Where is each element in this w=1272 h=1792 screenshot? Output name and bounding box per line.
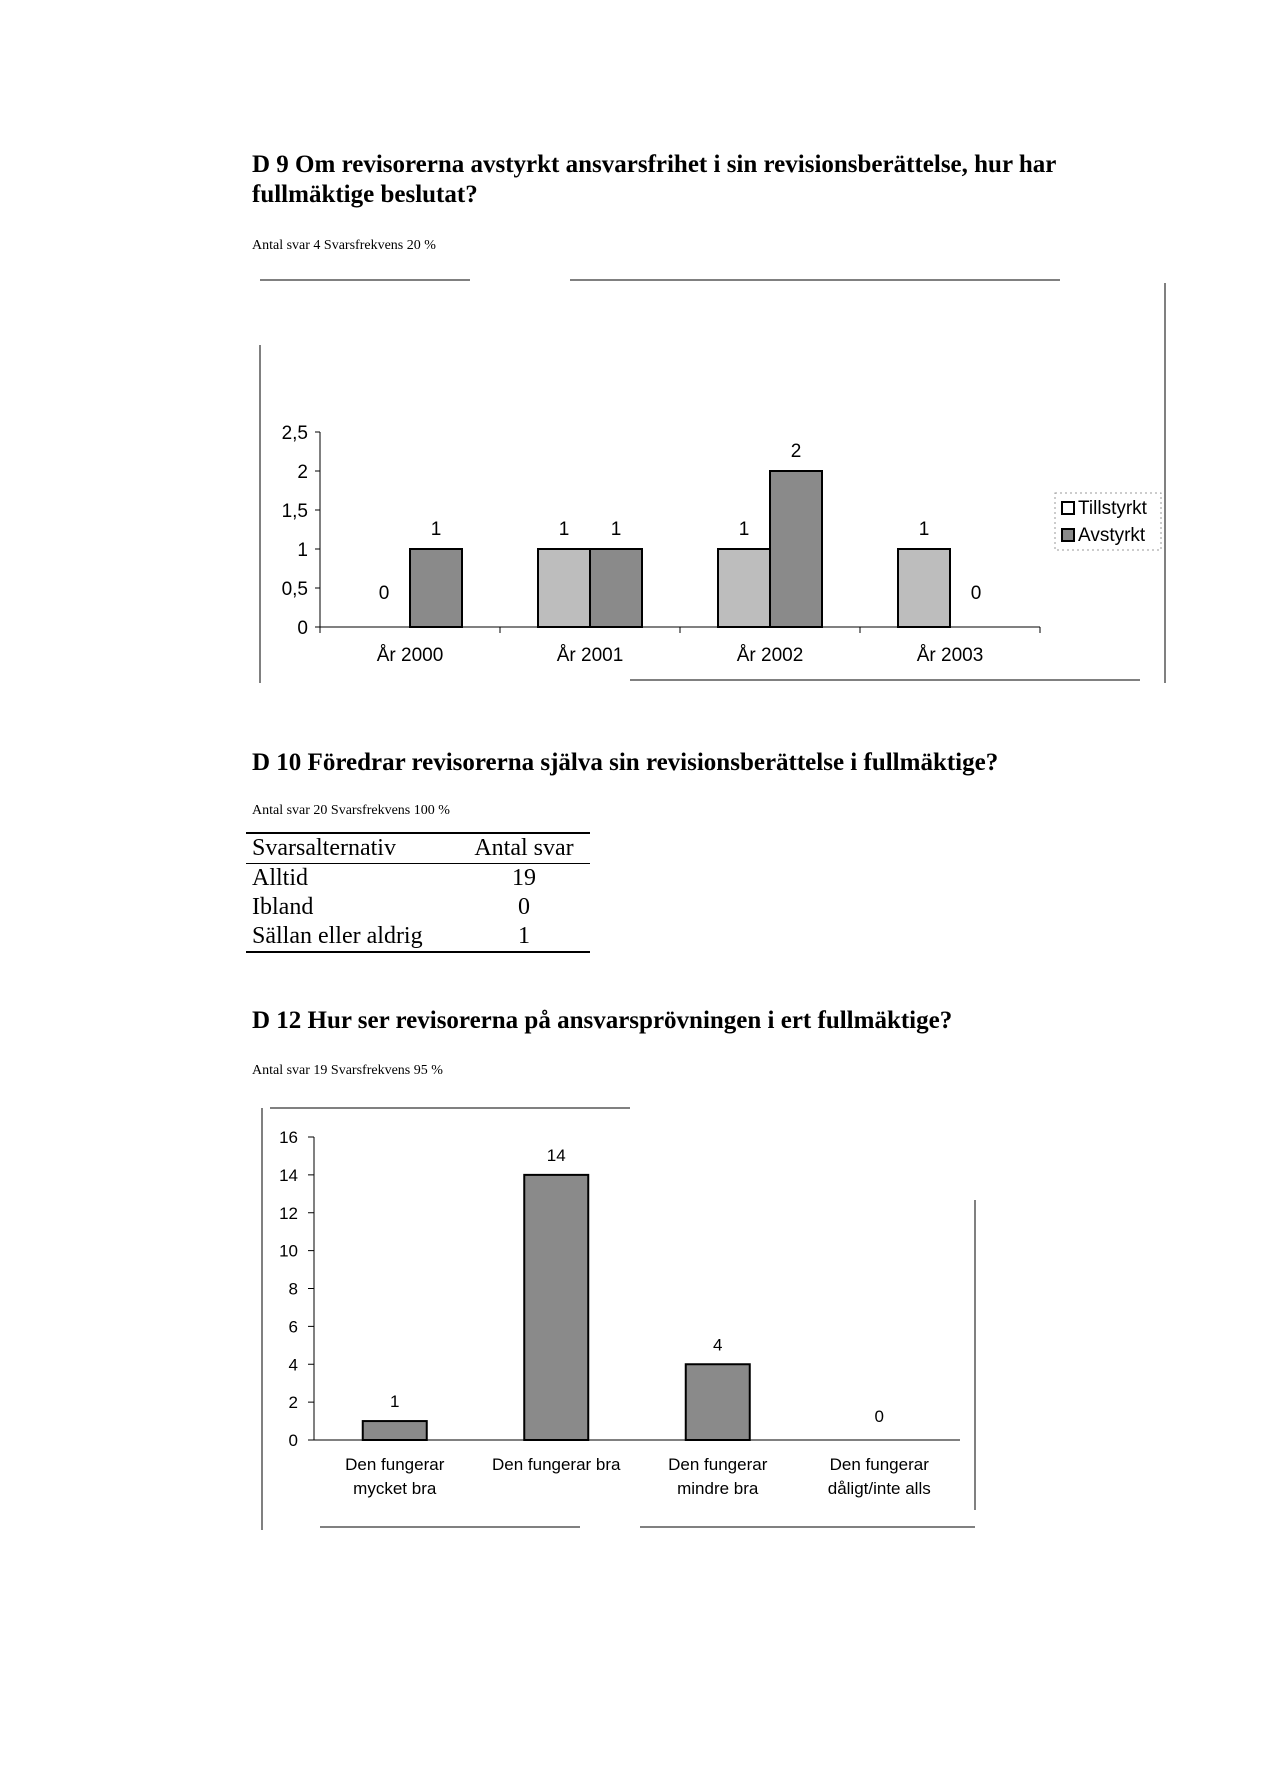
x-tick-label: mycket bra [353, 1479, 437, 1498]
x-tick-label: Den fungerar [668, 1455, 768, 1474]
row-option: Ibland [252, 894, 314, 920]
y-tick-label: 14 [279, 1165, 298, 1185]
y-tick-label: 1,5 [281, 501, 308, 522]
x-tick-label: Den fungerar bra [491, 1455, 621, 1474]
data-label: 1 [610, 519, 622, 540]
bar-avstyrkt [410, 549, 462, 627]
row-count: 19 [512, 865, 536, 891]
data-label: 1 [918, 519, 930, 540]
x-tick-label: dåligt/inte alls [827, 1479, 931, 1498]
d9-response-info: Antal svar 4 Svarsfrekvens 20 % [252, 238, 436, 253]
table-row [246, 864, 590, 894]
data-label: 0 [874, 1407, 884, 1426]
y-tick-label: 0 [297, 618, 308, 639]
data-label: 4 [713, 1335, 723, 1355]
y-tick-label: 0 [288, 1431, 298, 1450]
bar-avstyrkt [770, 471, 822, 627]
y-tick-label: 2 [288, 1393, 298, 1413]
col-header-option: Svarsalternativ [246, 833, 458, 864]
d9-heading: D 9 Om revisorerna avstyrkt ansvarsfrihet i sin revisionsberättelse, hur har fullmäktige beslutat? [252, 151, 1056, 208]
x-tick-label: År 2000 [376, 645, 444, 666]
x-tick-label: År 2001 [556, 645, 624, 666]
d12-chart [250, 1090, 990, 1530]
table-row [246, 893, 590, 922]
col-header-count: Antal svar [458, 833, 590, 864]
y-tick-label: 2,5 [281, 423, 308, 444]
bar [524, 1175, 588, 1440]
row-count: 1 [458, 922, 590, 952]
data-label: 0 [970, 583, 982, 604]
x-tick-label: mindre bra [677, 1479, 759, 1498]
bar-tillstyrkt [898, 549, 950, 627]
y-tick-label: 2 [297, 462, 308, 483]
data-label: 2 [790, 441, 802, 462]
data-label: 1 [430, 519, 442, 540]
bar [686, 1364, 750, 1440]
y-tick-label: 1 [297, 540, 308, 561]
y-tick-label: 10 [279, 1241, 298, 1261]
y-tick-label: 0,5 [281, 579, 308, 600]
d9-chart [240, 265, 1170, 685]
d10-heading: D 10 Föredrar revisorerna själva sin revisionsberättelse i fullmäktige? [252, 749, 999, 776]
x-tick-label: År 2003 [916, 645, 984, 666]
table-header-row [246, 833, 590, 864]
row-count: 0 [518, 894, 530, 920]
row-option: Sällan eller aldrig [246, 922, 458, 952]
bar [363, 1421, 427, 1440]
data-label: 1 [390, 1392, 400, 1412]
bar-avstyrkt [590, 549, 642, 627]
y-tick-label: 16 [279, 1128, 298, 1147]
x-tick-label: Den fungerar [345, 1455, 445, 1474]
y-tick-label: 6 [288, 1317, 298, 1337]
bar-tillstyrkt [718, 549, 770, 627]
legend-label: Avstyrkt [1078, 525, 1146, 546]
bar-tillstyrkt [538, 549, 590, 627]
y-tick-label: 12 [279, 1203, 298, 1223]
data-label: 1 [738, 519, 750, 540]
row-option: Alltid [252, 865, 309, 891]
y-tick-label: 8 [288, 1279, 298, 1299]
data-label: 0 [378, 583, 390, 604]
data-label: 1 [558, 519, 570, 540]
d12-heading: D 12 Hur ser revisorerna på ansvarsprövningen i ert fullmäktige? [252, 1007, 953, 1034]
d10-answers-table [246, 832, 590, 953]
d12-response-info: Antal svar 19 Svarsfrekvens 95 % [252, 1063, 443, 1078]
x-tick-label: Den fungerar [829, 1455, 929, 1474]
y-tick-label: 4 [288, 1355, 298, 1375]
table-row [246, 922, 590, 952]
legend-swatch [1062, 502, 1074, 514]
d10-response-info: Antal svar 20 Svarsfrekvens 100 % [252, 803, 450, 818]
legend-label: Tillstyrkt [1078, 498, 1147, 519]
data-label: 14 [546, 1145, 566, 1165]
legend-swatch [1062, 529, 1074, 541]
x-tick-label: År 2002 [736, 645, 804, 666]
